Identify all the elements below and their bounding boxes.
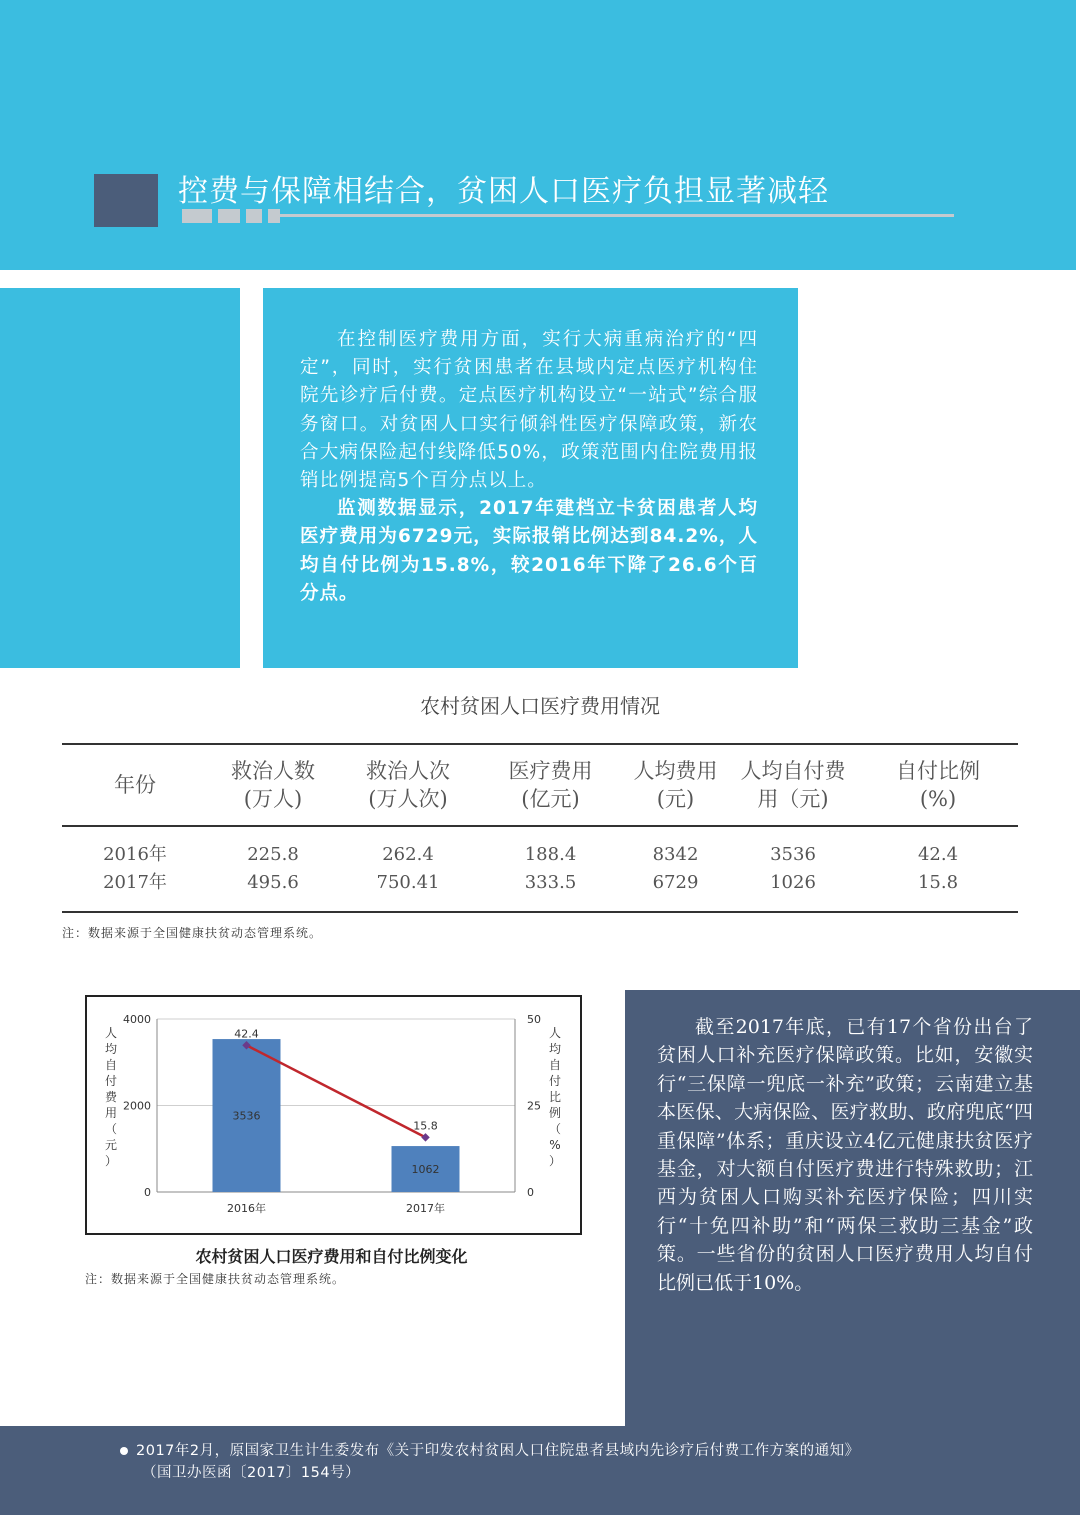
y2-tick-label: 0 [527, 1186, 534, 1199]
table-cell: 1026 [728, 869, 858, 912]
footer-note [120, 1440, 1020, 1484]
table-cell: 2016年 [103, 844, 167, 865]
table-cell: 225.8 [247, 844, 299, 865]
line-label: 15.8 [413, 1119, 438, 1133]
line-point [421, 1133, 429, 1141]
y2-axis-label: 人均自付比例（%） [548, 1026, 562, 1168]
title-square-decoration [94, 174, 158, 227]
table-row [62, 869, 1018, 912]
table-row [62, 826, 1018, 869]
table-cell: 3536 [770, 844, 816, 865]
table-note: 注：数据来源于全国健康扶贫动态管理系统。 [62, 926, 323, 940]
chart-note: 注：数据来源于全国健康扶贫动态管理系统。 [85, 1272, 346, 1286]
header-visits: 救治人次 (万人次) [338, 744, 478, 826]
table-cell: 6729 [623, 869, 728, 912]
intro-text [300, 326, 758, 608]
header-year: 年份 [62, 744, 208, 826]
header-self-pay-ratio: 自付比例 (%) [858, 744, 1018, 826]
footer-line-2: （国卫办医函〔2017〕154号） [142, 1465, 361, 1481]
chart [87, 997, 580, 1233]
bar-label: 1062 [411, 1163, 440, 1177]
y-tick-label: 0 [144, 1186, 151, 1199]
table-cell: 750.41 [338, 869, 478, 912]
table-cell: 495.6 [208, 869, 338, 912]
side-paragraph: 截至2017年底，已有17个省份出台了贫困人口补充医疗保障政策。比如，安徽实行“三保障一兜底一补充”政策；云南建立基本医保、大病保险、医疗救助、政府兜底“四重保障”体系；重庆设立4亿元健康扶贫医疗基金，对大额自付医疗费进行特殊救助；江西为贫困人口购买补充医疗保险；四川实行“十免四补助”和“两保三救助三基金”政策。一些省份的贫困人口医疗费用人均自付比例已低于10%。 [657, 1016, 1033, 1294]
header-patients: 救治人数 (万人) [208, 744, 338, 826]
table-cell: 42.4 [917, 844, 959, 865]
table-caption: 农村贫困人口医疗费用情况 [420, 694, 660, 718]
intro-paragraph-1: 在控制医疗费用方面，实行大病重病治疗的“四定”，同时，实行贫困患者在县域内定点医疗机构住院先诊疗后付费。定点医疗机构设立“一站式”综合服务窗口。对贫困人口实行倾斜性医疗保障政策，新农合大病保险起付线降低50%，政策范围内住院费用报销比例提高5个百分点以上。 [300, 329, 758, 492]
x-tick-label: 2016年 [227, 1202, 266, 1215]
table-cell: 8342 [652, 844, 699, 865]
table-cell: 262.4 [382, 844, 434, 865]
header-banner [0, 0, 1076, 270]
footer-line-1: 2017年2月，原国家卫生计生委发布《关于印发农村贫困人口住院患者县域内先诊疗后付费工作方案的通知》 [136, 1443, 860, 1459]
side-text [657, 1013, 1033, 1297]
chart-caption: 农村贫困人口医疗费用和自付比例变化 [195, 1247, 468, 1266]
y-tick-label: 4000 [123, 1013, 151, 1026]
intro-paragraph-2: 监测数据显示，2017年建档立卡贫困患者人均医疗费用为6729元，实际报销比例达到84.2%，人均自付比例为15.8%，较2016年下降了26.6个百分点。 [300, 498, 758, 604]
line-label: 42.4 [234, 1027, 259, 1041]
header-per-capita-cost: 人均费用 (元) [623, 744, 728, 826]
y2-tick-label: 50 [527, 1013, 541, 1026]
data-table [62, 743, 1018, 913]
table-cell: 333.5 [478, 869, 623, 912]
header-per-capita-self-pay: 人均自付费 用（元) [728, 744, 858, 826]
table-header-row [62, 744, 1018, 826]
header-medical-cost: 医疗费用 (亿元) [478, 744, 623, 826]
table-cell: 15.8 [858, 869, 1018, 912]
y-axis-label: 人均自付费用（元） [104, 1026, 118, 1168]
x-tick-label: 2017年 [406, 1202, 445, 1215]
y2-tick-label: 25 [527, 1099, 541, 1113]
page-title: 控费与保障相结合，贫困人口医疗负担显著减轻 [178, 174, 829, 209]
table-cell: 188.4 [524, 844, 577, 865]
chart-frame [85, 995, 582, 1235]
table-cell: 2017年 [62, 869, 208, 912]
y-tick-label: 2000 [123, 1099, 151, 1113]
decorative-block [0, 288, 240, 668]
title-underline-decoration [182, 209, 954, 223]
bullet-icon [120, 1447, 128, 1455]
bar-label: 3536 [232, 1109, 261, 1123]
